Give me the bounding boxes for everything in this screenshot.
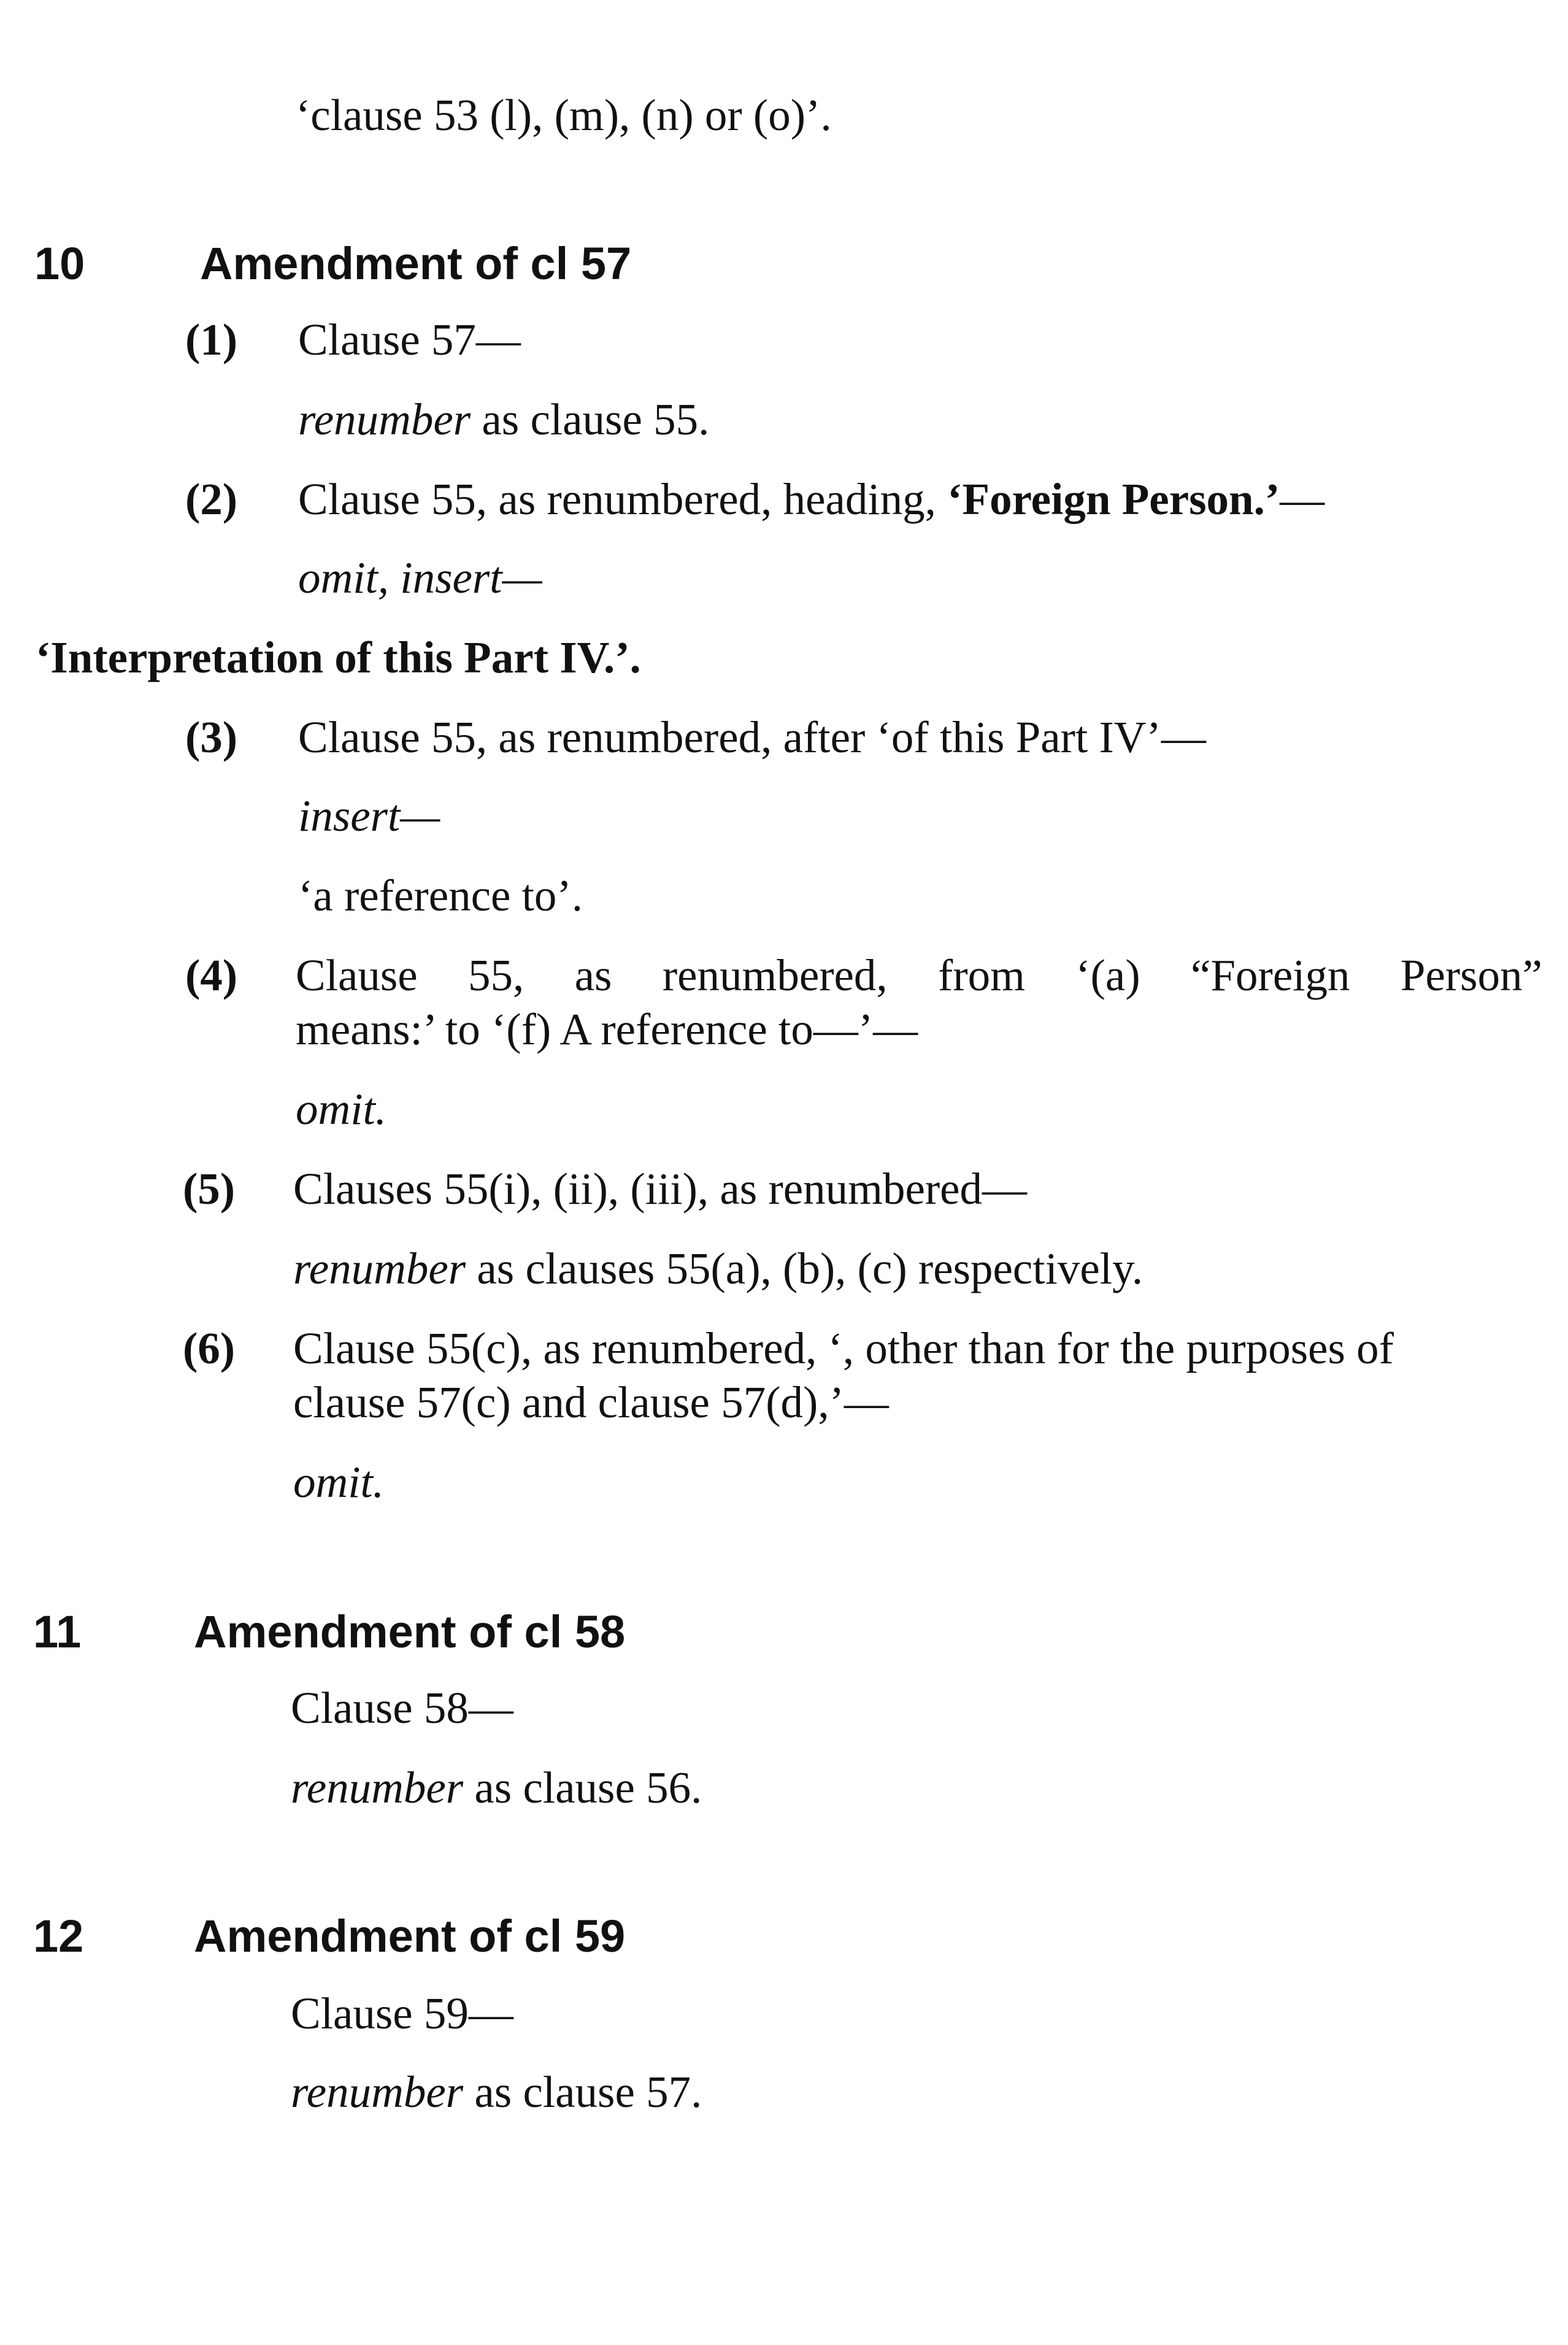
word: from bbox=[938, 950, 1025, 1000]
subclause-instruction: omit. bbox=[293, 1457, 385, 1507]
inserted-text: ‘a reference to’. bbox=[298, 871, 583, 920]
subclause-text bbox=[298, 472, 1324, 526]
word: 55, bbox=[468, 950, 525, 1000]
section-number: 12 bbox=[33, 1911, 84, 1962]
subclause-text: Clauses 55(i), (ii), (iii), as renumbered— bbox=[293, 1164, 1028, 1214]
subclause-instruction: insert— bbox=[298, 791, 440, 841]
word: Person” bbox=[1400, 950, 1542, 1000]
word: Clause bbox=[296, 950, 418, 1000]
instruction-rest: as clauses 55(a), (b), (c) respectively. bbox=[466, 1244, 1143, 1293]
subclause-number: (6) bbox=[183, 1323, 236, 1373]
inserted-heading: ‘Interpretation of this Part IV.’. bbox=[36, 633, 641, 682]
subclause-instruction bbox=[293, 1242, 1143, 1296]
word: ‘(a) bbox=[1075, 950, 1140, 1000]
subclause-text-line: Clause 55(c), as renumbered, ‘, other than for the purposes of bbox=[293, 1323, 1394, 1373]
subclause-number: (1) bbox=[185, 315, 238, 364]
section-instruction bbox=[291, 1761, 702, 1815]
instruction-rest: as clause 55. bbox=[471, 395, 710, 444]
section-instruction bbox=[291, 2065, 702, 2119]
instruction-keyword: renumber bbox=[291, 1763, 464, 1812]
subclause-instruction: omit. bbox=[296, 1084, 387, 1134]
word: as bbox=[574, 950, 612, 1000]
instruction-rest: as clause 56. bbox=[463, 1763, 702, 1812]
quoted-heading: ‘Foreign Person.’ bbox=[947, 474, 1280, 524]
instruction-rest: as clause 57. bbox=[463, 2067, 702, 2117]
subclause-number: (2) bbox=[185, 474, 238, 524]
text-post: — bbox=[1280, 474, 1325, 524]
subclause-text-line: means:’ to ‘(f) A reference to—’— bbox=[296, 1004, 918, 1054]
subclause-text: Clause 57— bbox=[298, 315, 521, 364]
section-title: Amendment of cl 59 bbox=[194, 1911, 626, 1962]
instruction-keyword: renumber bbox=[291, 2067, 464, 2117]
text-pre: Clause 55, as renumbered, heading, bbox=[298, 474, 948, 524]
section-number: 11 bbox=[33, 1606, 82, 1657]
subclause-instruction bbox=[298, 393, 709, 447]
lead-quote: ‘clause 53 (l), (m), (n) or (o)’. bbox=[296, 90, 832, 140]
instruction-keyword: renumber bbox=[298, 395, 471, 444]
section-text: Clause 58— bbox=[291, 1683, 513, 1733]
subclause-text-line: clause 57(c) and clause 57(d),’— bbox=[293, 1377, 889, 1427]
word: “Foreign bbox=[1191, 950, 1350, 1000]
subclause-number: (4) bbox=[185, 950, 238, 1000]
section-text: Clause 59— bbox=[291, 1989, 513, 2038]
subclause-instruction: omit, insert— bbox=[298, 553, 542, 603]
subclause-text: Clause 55, as renumbered, after ‘of this Part IV’— bbox=[298, 712, 1206, 762]
instruction-keyword: renumber bbox=[293, 1244, 466, 1293]
subclause-number: (5) bbox=[183, 1164, 236, 1214]
word: renumbered, bbox=[662, 950, 888, 1000]
subclause-text-line-justified bbox=[296, 949, 1542, 1003]
section-title: Amendment of cl 57 bbox=[200, 238, 632, 289]
section-number: 10 bbox=[34, 238, 85, 289]
subclause-number: (3) bbox=[185, 712, 238, 762]
section-title: Amendment of cl 58 bbox=[194, 1606, 626, 1657]
